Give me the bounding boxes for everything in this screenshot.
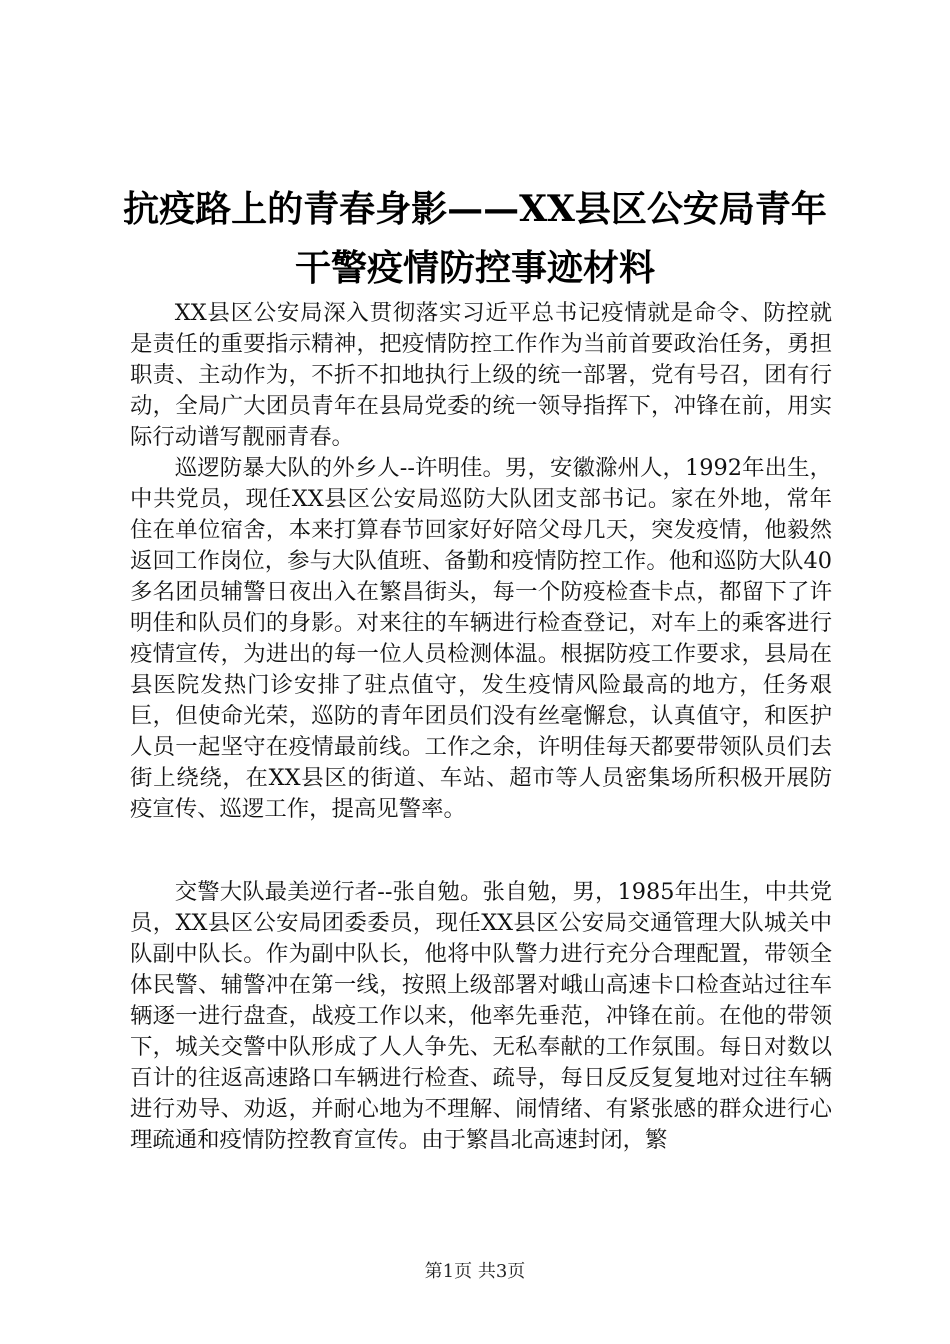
page-footer: 第1页 共3页 (424, 1261, 526, 1282)
paragraph-intro: XX县区公安局深入贯彻落实习近平总书记疫情就是命令、防控就是责任的重要指示精神，把疫情防控工作作为当前首要政治任务，勇担职责、主动作为，不折不扣地执行上级的统一部署，党有号召，团有行动，全局广大团员青年在县局党委的统一领导指挥下，冲锋在前，用实际行动谱写靓丽青春。 (130, 300, 832, 450)
paragraph-zhang-zimian: 交警大队最美逆行者--张自勉。张自勉，男，1985年出生，中共党员，XX县区公安局团委委员，现任XX县区公安局交通管理大队城关中队副中队长。作为副中队长，他将中队警力进行充分合理配置，带领全体民警、辅警冲在第一线，按照上级部署对峨山高速卡口检查站过往车辆逐一进行盘查，战疫工作以来，他率先垂范，冲锋在前。在他的带领下，城关交警中队形成了人人争先、无私奉献的工作氛围。每日对数以百计的往返高速路口车辆进行检查、疏导，每日反反复复地对过往车辆进行劝导、劝返，并耐心地为不理解、闹情绪、有紧张感的群众进行心理疏通和疫情防控教育宣传。由于繁昌北高速封闭，繁 (130, 879, 832, 1153)
paragraph-xu-mingjia: 巡逻防暴大队的外乡人--许明佳。男，安徽滁州人，1992年出生，中共党员，现任XX县区公安局巡防大队团支部书记。家在外地，常年住在单位宿舍，本来打算春节回家好好陪父母几天，突发疫情，他毅然返回工作岗位，参与大队值班、备勤和疫情防控工作。他和巡防大队40多名团员辅警日夜出入在繁昌街头，每一个防疫检查卡点，都留下了许明佳和队员们的身影。对来往的车辆进行检查登记，对车上的乘客进行疫情宣传，为进出的每一位人员检测体温。根据防疫工作要求，县局在县医院发热门诊安排了驻点值守，发生疫情风险最高的地方，任务艰巨，但使命光荣，巡防的青年团员们没有丝毫懈怠，认真值守，和医护人员一起坚守在疫情最前线。工作之余，许明佳每天都要带领队员们去街上绕绕，在XX县区的街道、车站、超市等人员密集场所积极开展防疫宣传、巡逻工作，提高见警率。 (130, 455, 832, 822)
document-title-line-1: 抗疫路上的青春身影——XX县区公安局青年 (123, 188, 827, 230)
document-title-line-2: 干警疫情防控事迹材料 (294, 247, 655, 289)
